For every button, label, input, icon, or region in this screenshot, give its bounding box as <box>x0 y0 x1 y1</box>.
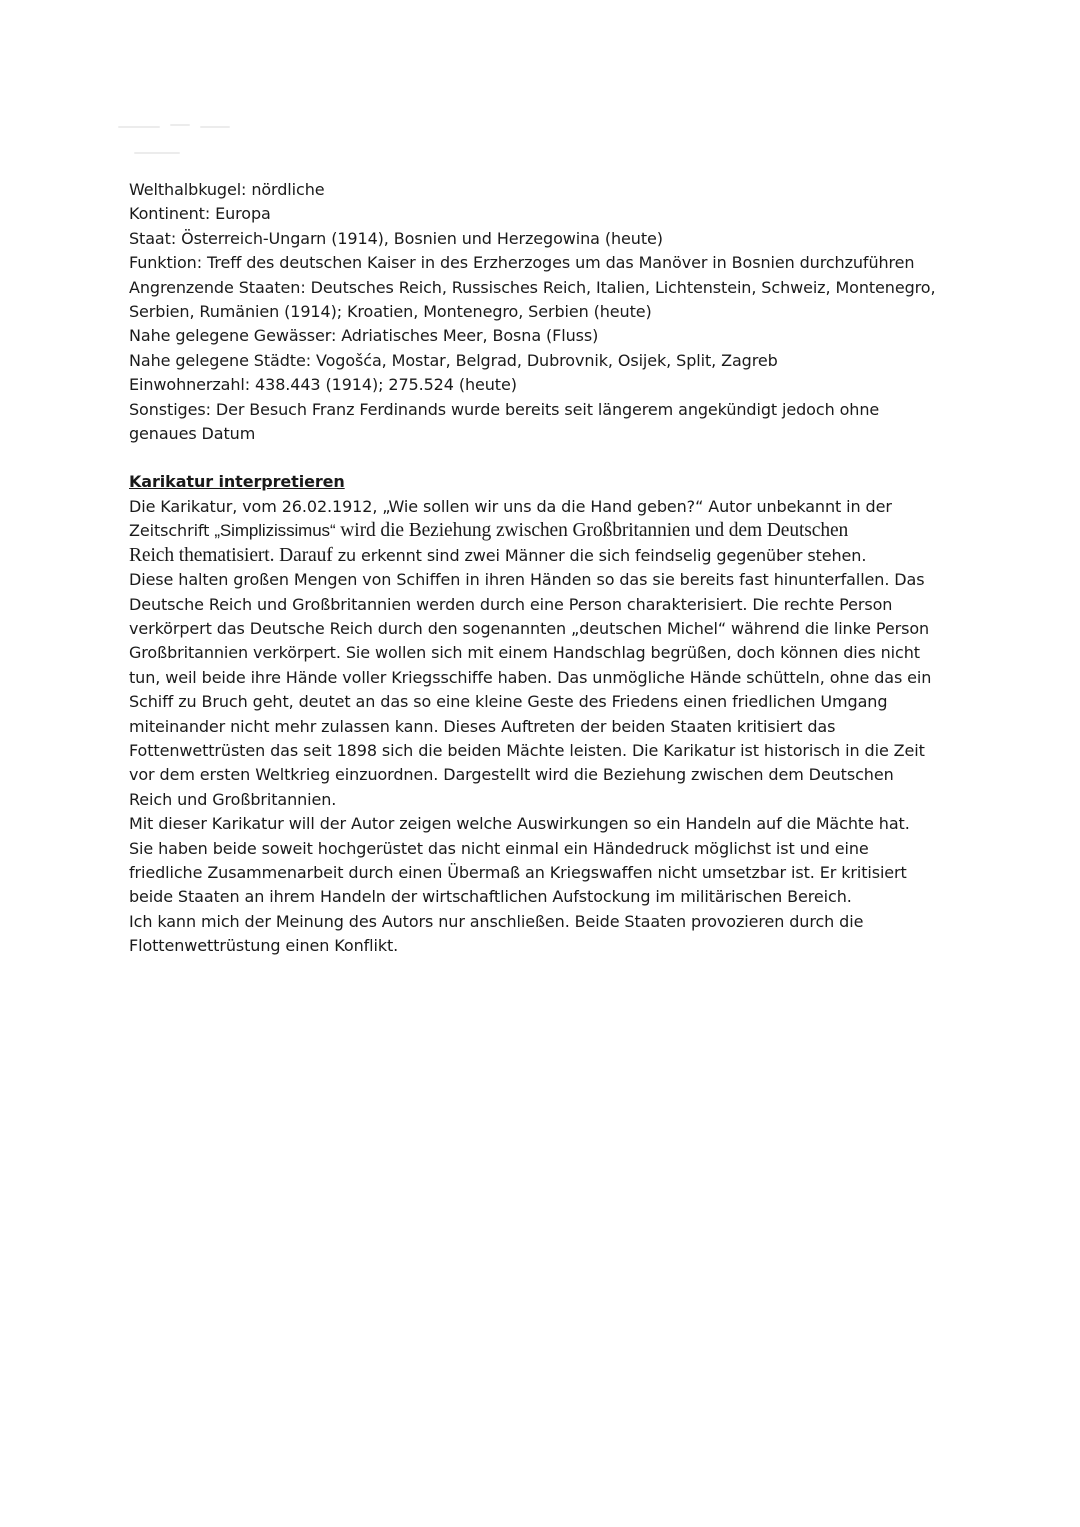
paragraph-line: tun, weil beide ihre Hände voller Kriegsschiffe haben. Das unmögliche Hände schütteln, ohne das ein <box>129 667 932 687</box>
paragraph-line: Diese halten großen Mengen von Schiffen in ihren Händen so das sie bereits fast hinunterfallen. Das <box>129 570 925 590</box>
paragraph-line <box>129 544 969 568</box>
paragraph-line: Sie haben beide soweit hochgerüstet das nicht einmal ein Händedruck möglichst ist und eine <box>129 838 869 858</box>
karikatur-section <box>129 470 969 958</box>
faint-header-marks <box>118 118 258 158</box>
paragraph-line <box>129 519 969 543</box>
fact-hemisphere: Welthalbkugel: nördliche <box>129 180 325 199</box>
text-run-serif: Reich thematisiert. Darauf <box>129 544 333 566</box>
paragraph-line: Reich und Großbritannien. <box>129 789 337 809</box>
fact-neighbors: Angrenzende Staaten: Deutsches Reich, Russisches Reich, Italien, Lichtenstein, Schweiz, Montenegro, <box>129 277 936 297</box>
paragraph-line: Ich kann mich der Meinung des Autors nur anschließen. Beide Staaten provozieren durch die <box>129 911 864 931</box>
fact-function: Funktion: Treff des deutschen Kaiser in des Erzherzoges um das Manöver in Bosnien durchzuführen <box>129 253 915 273</box>
fact-misc-cont: genaues Datum <box>129 424 256 444</box>
faint-mark <box>134 152 180 154</box>
paragraph-line: beide Staaten an ihrem Handeln der wirtschaftlichen Aufstockung im militärischen Bereich. <box>129 887 852 907</box>
fact-continent: Kontinent: Europa <box>129 204 271 224</box>
fact-state: Staat: Österreich-Ungarn (1914), Bosnien und Herzegowina (heute) <box>129 228 663 248</box>
paragraph-line: miteinander nicht mehr zulassen kann. Dieses Auftreten der beiden Staaten kritisiert das <box>129 716 836 736</box>
paragraph-line: vor dem ersten Weltkrieg einzuordnen. Dargestellt wird die Beziehung zwischen dem Deutschen <box>129 765 894 785</box>
paragraph-line: verkörpert das Deutsche Reich durch den sogenannten „deutschen Michel“ während die linke Person <box>129 618 930 638</box>
paragraph-line: friedliche Zusammenarbeit durch einen Übermaß an Kriegswaffen nicht umsetzbar ist. Er kritisiert <box>129 862 907 882</box>
paragraph-line: Großbritannien verkörpert. Sie wollen sich mit einem Handschlag begrüßen, doch können dies nicht <box>129 643 920 663</box>
section-spacer <box>129 446 969 470</box>
paragraph-line: Flottenwettrüstung einen Konflikt. <box>129 936 399 956</box>
document-body <box>129 178 969 959</box>
fact-waters: Nahe gelegene Gewässer: Adriatisches Meer, Bosna (Fluss) <box>129 326 599 346</box>
paragraph-line: Mit dieser Karikatur will der Autor zeigen welche Auswirkungen so ein Handeln auf die Mächte hat. <box>129 814 910 834</box>
faint-mark <box>118 126 160 128</box>
section-heading: Karikatur interpretieren <box>129 472 345 492</box>
text-run: zu erkennt sind zwei Männer die sich feindselig gegenüber stehen. <box>332 545 867 565</box>
magazine-name: „Simplizissimus“ <box>214 521 336 541</box>
paragraph-line: Schiff zu Bruch geht, deutet an das so eine kleine Geste des Friedens einen friedlichen Umgang <box>129 692 888 712</box>
paragraph-line: Die Karikatur, vom 26.02.1912, „Wie sollen wir uns da die Hand geben?“ Autor unbekannt in der <box>129 496 892 516</box>
text-run-serif: wird die Beziehung zwischen Großbritannien und dem Deutschen <box>335 520 849 542</box>
text-run: Zeitschrift <box>129 521 215 541</box>
fact-population: Einwohnerzahl: 438.443 (1914); 275.524 (heute) <box>129 375 517 395</box>
location-facts <box>129 178 969 446</box>
fact-misc: Sonstiges: Der Besuch Franz Ferdinands wurde bereits seit längerem angekündigt jedoch ohne <box>129 399 880 419</box>
paragraph-line: Fottenwettrüsten das seit 1898 sich die beiden Mächte leisten. Die Karikatur ist historisch in die Zeit <box>129 740 925 760</box>
paragraph-line: Deutsche Reich und Großbritannien werden durch eine Person charakterisiert. Die rechte Person <box>129 594 893 614</box>
faint-mark <box>170 124 190 126</box>
faint-mark <box>200 126 230 128</box>
fact-cities: Nahe gelegene Städte: Vogošća, Mostar, Belgrad, Dubrovnik, Osijek, Split, Zagreb <box>129 350 778 370</box>
fact-neighbors-cont: Serbien, Rumänien (1914); Kroatien, Montenegro, Serbien (heute) <box>129 302 652 322</box>
